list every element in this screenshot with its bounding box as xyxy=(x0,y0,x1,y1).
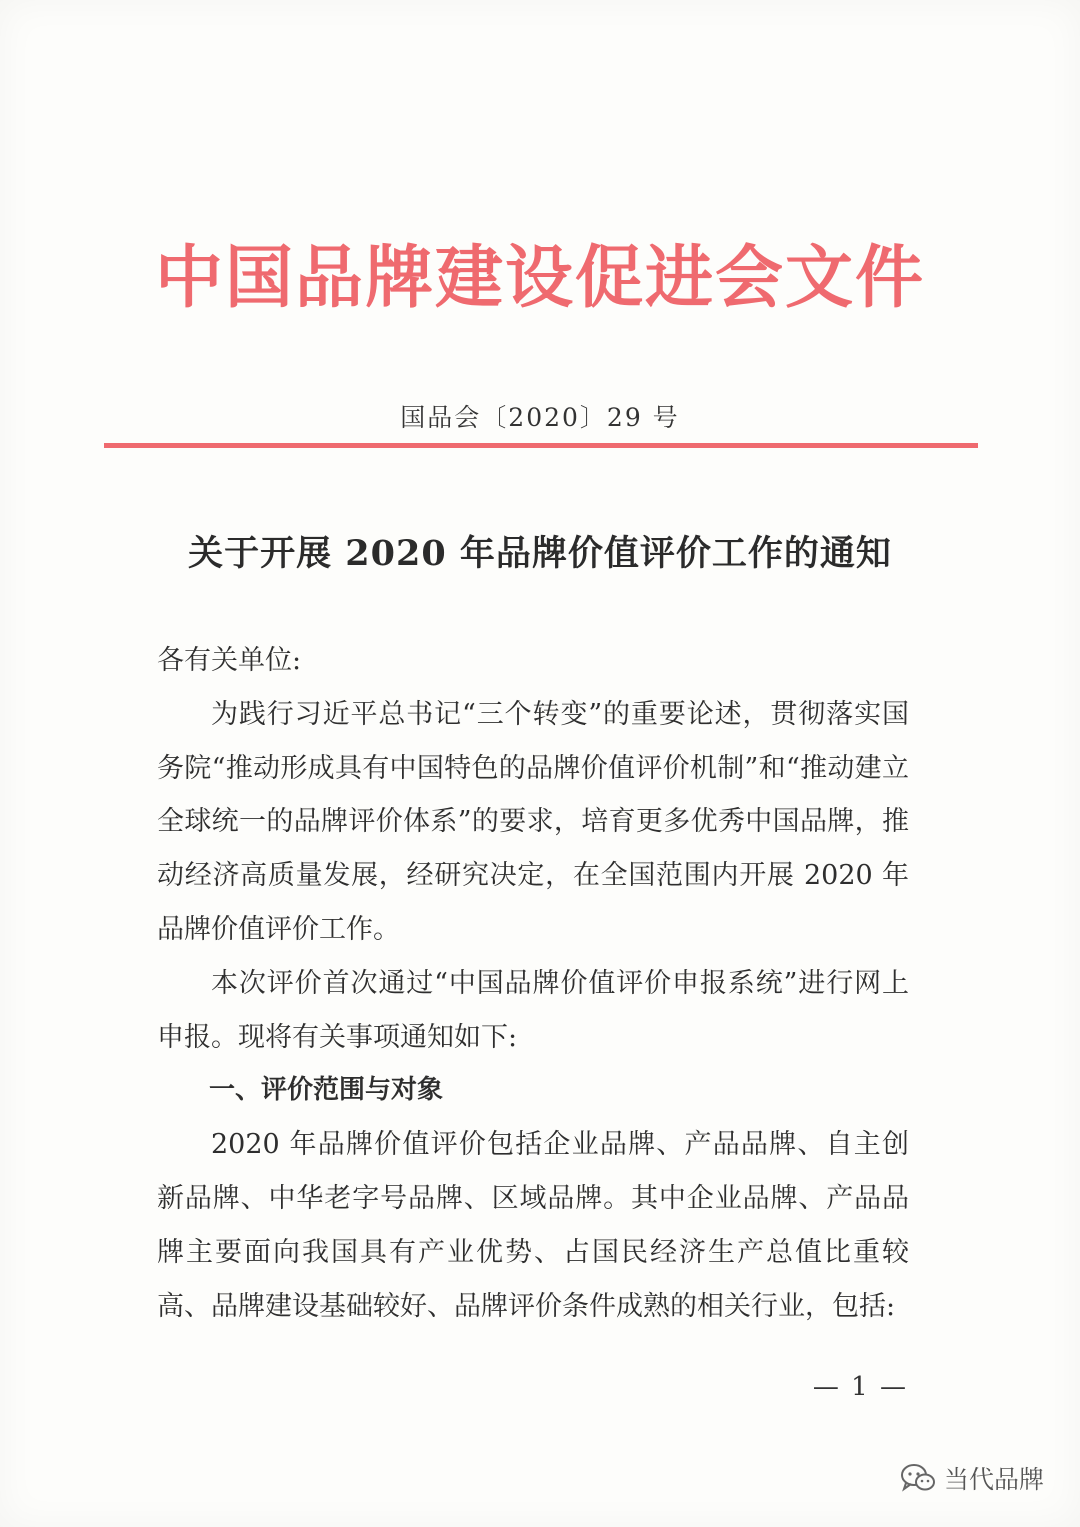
section-paragraph: 2020 年品牌价值评价包括企业品牌、产品品牌、自主创新品牌、中华老字号品牌、区域品牌。其中企业品牌、产品品牌主要面向我国具有产业优势、占国民经济生产总值比重较高、品牌建设基础较好、品牌评价条件成熟的相关行业，包括: xyxy=(157,1129,909,1322)
watermark-text: 当代品牌 xyxy=(943,1465,1044,1494)
document-title: 关于开展 2020 年品牌价值评价工作的通知 xyxy=(188,533,892,574)
section-heading: 一、评价范围与对象 xyxy=(209,1075,444,1106)
document-masthead: 中国品牌建设促进会文件 xyxy=(154,238,925,318)
red-divider-line xyxy=(104,443,978,448)
salutation: 各有关单位: xyxy=(157,645,302,676)
source-watermark xyxy=(900,1460,1044,1496)
document-body xyxy=(157,634,909,1333)
page-number: — 1 — xyxy=(812,1372,908,1402)
body-paragraph-2: 本次评价首次通过“中国品牌价值评价申报系统”进行网上申报。现将有关事项通知如下: xyxy=(157,967,909,1053)
document-number: 国品会〔2020〕29 号 xyxy=(400,403,680,432)
wechat-icon xyxy=(900,1463,936,1493)
body-paragraph-1: 为践行习近平总书记“三个转变”的重要论述，贯彻落实国务院“推动形成具有中国特色的品牌价值评价机制”和“推动建立全球统一的品牌评价体系”的要求，培育更多优秀中国品牌，推动经济高质量发展，经研究决定，在全国范围内开展 2020 年品牌价值评价工作。 xyxy=(157,698,909,945)
